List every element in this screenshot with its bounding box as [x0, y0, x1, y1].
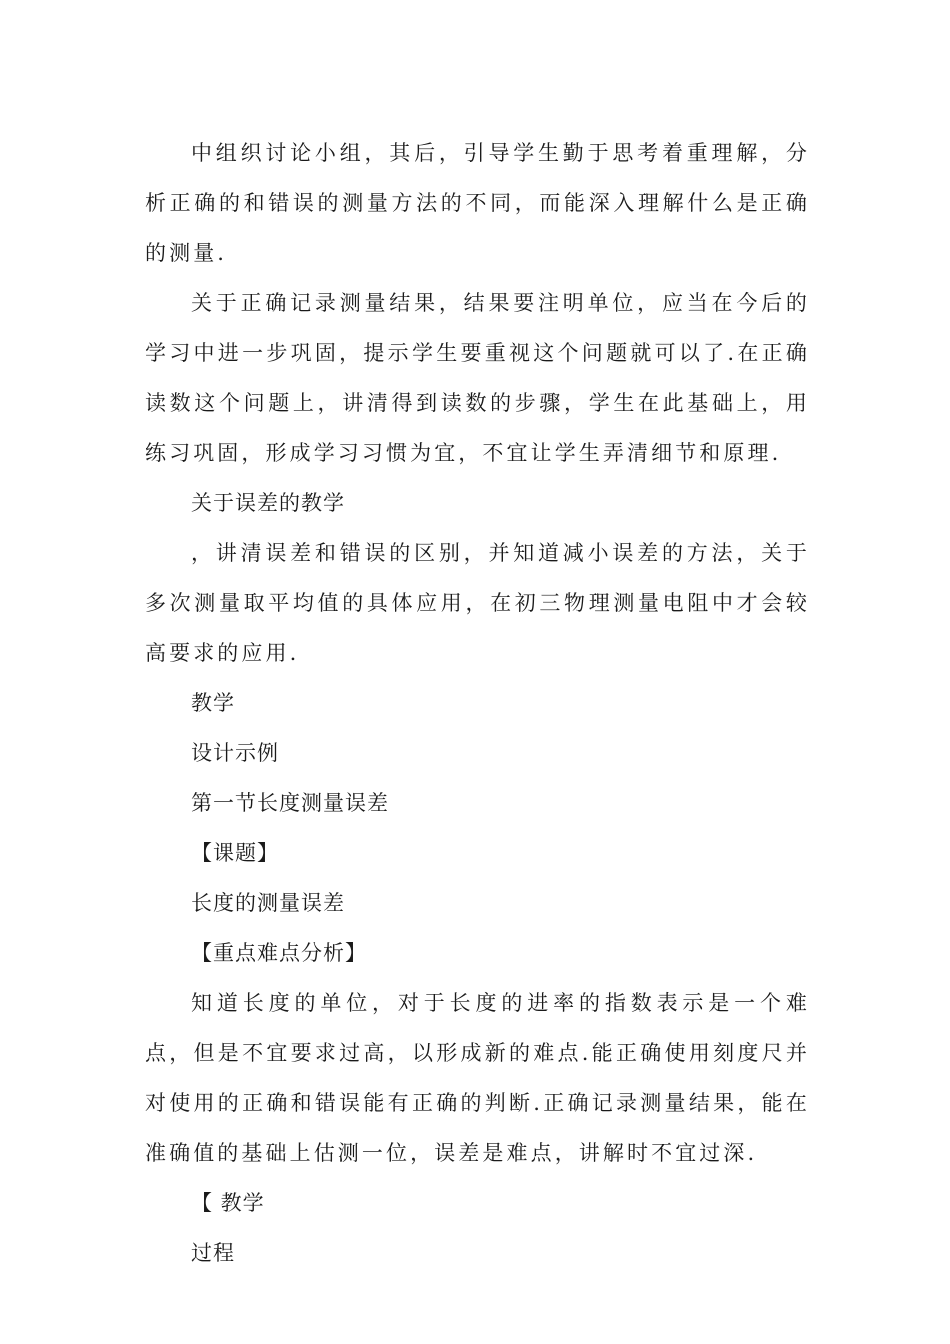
paragraph-error-explanation: ，讲清误差和错误的区别，并知道减小误差的方法，关于多次测量取平均值的具体应用，在初三物理测量电阻中才会较高要求的应用.: [145, 541, 810, 665]
heading-key-points: 【重点难点分析】: [191, 941, 367, 965]
heading-error-teaching: 关于误差的教学: [191, 491, 345, 515]
heading-teaching: 教学: [191, 691, 235, 715]
paragraph-key-points: 知道长度的单位，对于长度的进率的指数表示是一个难点，但是不宜要求过高，以形成新的难点.能正确使用刻度尺并对使用的正确和错误能有正确的判断.正确记录测量结果，能在准确值的基础上估测一位，误差是难点，讲解时不宜过深.: [145, 991, 810, 1165]
heading-teaching-bracket: 【 教学: [191, 1191, 265, 1215]
paragraph-discussion-groups: 中组织讨论小组，其后，引导学生勤于思考着重理解，分析正确的和错误的测量方法的不同，而能深入理解什么是正确的测量.: [145, 141, 810, 265]
topic-title: 长度的测量误差: [191, 891, 345, 915]
heading-topic-label: 【课题】: [191, 841, 279, 865]
heading-design-example: 设计示例: [191, 741, 279, 765]
heading-section-one: 第一节长度测量误差: [191, 791, 389, 815]
paragraph-recording-results: 关于正确记录测量结果，结果要注明单位，应当在今后的学习中进一步巩固，提示学生要重视这个问题就可以了.在正确读数这个问题上，讲清得到读数的步骤，学生在此基础上，用练习巩固，形成学习习惯为宜，不宜让学生弄清细节和原理.: [145, 291, 810, 465]
document-body: [145, 128, 810, 1278]
heading-process: 过程: [191, 1241, 235, 1265]
